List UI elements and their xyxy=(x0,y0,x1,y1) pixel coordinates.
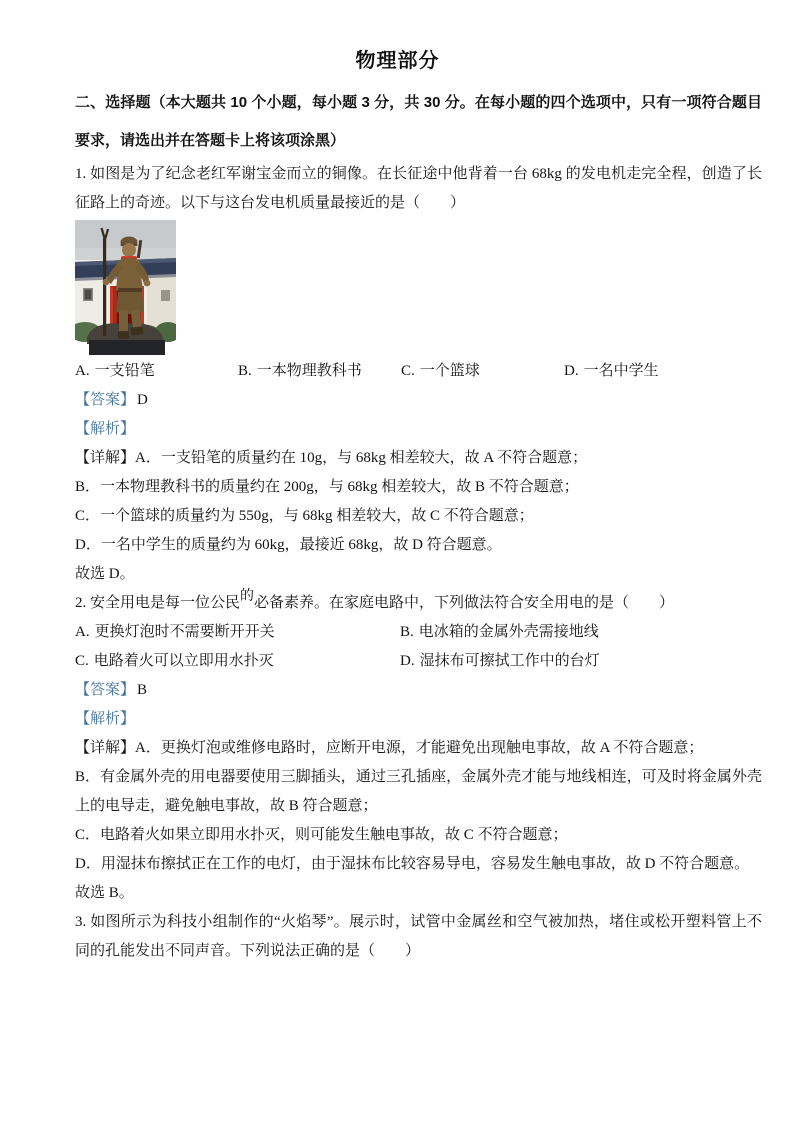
option-label: B. xyxy=(400,624,414,640)
option-label: D. xyxy=(564,363,579,379)
q2-options-row-2 xyxy=(75,647,762,676)
q2-stem xyxy=(75,589,762,618)
q1-conclusion: 故选 D。 xyxy=(75,566,135,582)
q2-option-d xyxy=(400,647,762,676)
q1-detail-line: C．一个篮球的质量约为 550g，与 68kg 相差较大，故 C 不符合题意； xyxy=(75,508,534,524)
answer-tag: 【答案】 xyxy=(75,392,136,408)
option-text: 一个篮球 xyxy=(419,363,480,379)
q1-option-b xyxy=(238,357,401,386)
q2-option-a xyxy=(75,618,400,647)
option-text: 湿抹布可擦拭工作中的台灯 xyxy=(419,653,600,669)
option-label: A. xyxy=(75,363,90,379)
q1-option-d xyxy=(564,357,762,386)
q2-stem-text: 2. 安全用电是每一位公民 xyxy=(75,595,241,611)
option-text: 一支铅笔 xyxy=(94,363,155,379)
answer-value: D xyxy=(137,392,148,408)
option-label: A. xyxy=(75,624,90,640)
q2-detail-line: B．有金属外壳的用电器要使用三脚插头，通过三孔插座，金属外壳才能与地线相连，可及时将金属外壳上的电导走，避免触电事故，故 B 符合题意； xyxy=(75,769,762,814)
option-text: 电路着火可以立即用水扑灭 xyxy=(93,653,274,669)
q2-answer-line xyxy=(75,676,762,705)
option-label: C. xyxy=(401,363,415,379)
q2-options-row-1 xyxy=(75,618,762,647)
q1-analysis-line xyxy=(75,415,762,444)
q2-raised-char: 的 xyxy=(240,589,255,604)
q2-detail-line: D．用湿抹布擦拭正在工作的电灯，由于湿抹布比较容易导电，容易发生触电事故，故 D 不符合题意。 xyxy=(75,856,750,872)
option-text: 一本物理教科书 xyxy=(256,363,362,379)
q2-analysis-line xyxy=(75,705,762,734)
q2-option-b xyxy=(400,618,762,647)
q1-detail-line: 【详解】A．一支铅笔的质量约在 10g，与 68kg 相差较大，故 A 不符合题意； xyxy=(75,450,588,466)
statue-photo xyxy=(75,220,176,355)
q1-detail-line: D．一名中学生的质量约为 60kg，最接近 68kg，故 D 符合题意。 xyxy=(75,537,502,553)
q2-detail-line: 【详解】A．更换灯泡或维修电路时，应断开电源，才能避免出现触电事故，故 A 不符合题意； xyxy=(75,740,704,756)
q1-detail-line: B．一本物理教科书的质量约在 200g，与 68kg 相差较大，故 B 不符合题意； xyxy=(75,479,579,495)
option-label: D. xyxy=(400,653,415,669)
section-header: 二、选择题（本大题共 10 个小题，每小题 3 分，共 30 分。在每小题的四个选项中，只有一项符合题目要求，请选出并在答题卡上将该项涂黑） xyxy=(75,94,762,149)
answer-tag: 【答案】 xyxy=(75,682,136,698)
q2-conclusion: 故选 B。 xyxy=(75,885,134,901)
q1-option-a xyxy=(75,357,238,386)
option-label: B. xyxy=(238,363,252,379)
option-label: C. xyxy=(75,653,89,669)
doc-title: 物理部分 xyxy=(355,50,440,72)
q1-stem: 1. 如图是为了纪念老红军谢宝金而立的铜像。在长征途中他背着一台 68kg 的发电机走完全程，创造了长征路上的奇迹。以下与这台发电机质量最接近的是（ ） xyxy=(75,166,762,211)
q2-option-c xyxy=(75,647,400,676)
q2-stem-text: 必备素养。在家庭电路中，下列做法符合安全用电的是（ ） xyxy=(254,595,675,611)
option-text: 电冰箱的金属外壳需接地线 xyxy=(418,624,599,640)
doc-content xyxy=(75,84,762,966)
q1-answer-line xyxy=(75,386,762,415)
analysis-tag: 【解析】 xyxy=(75,421,136,437)
q1-option-c xyxy=(401,357,564,386)
option-text: 更换灯泡时不需要断开开关 xyxy=(94,624,275,640)
q1-figure xyxy=(75,220,762,355)
option-text: 一名中学生 xyxy=(583,363,659,379)
q2-detail-line: C．电路着火如果立即用水扑灭，则可能发生触电事故，故 C 不符合题意； xyxy=(75,827,568,843)
q3-stem: 3. 如图所示为科技小组制作的“火焰琴”。展示时，试管中金属丝和空气被加热，堵住或松开塑料管上不同的孔能发出不同声音。下列说法正确的是（ ） xyxy=(75,914,762,959)
answer-value: B xyxy=(137,682,148,698)
analysis-tag: 【解析】 xyxy=(75,711,136,727)
q1-options-row xyxy=(75,357,762,386)
